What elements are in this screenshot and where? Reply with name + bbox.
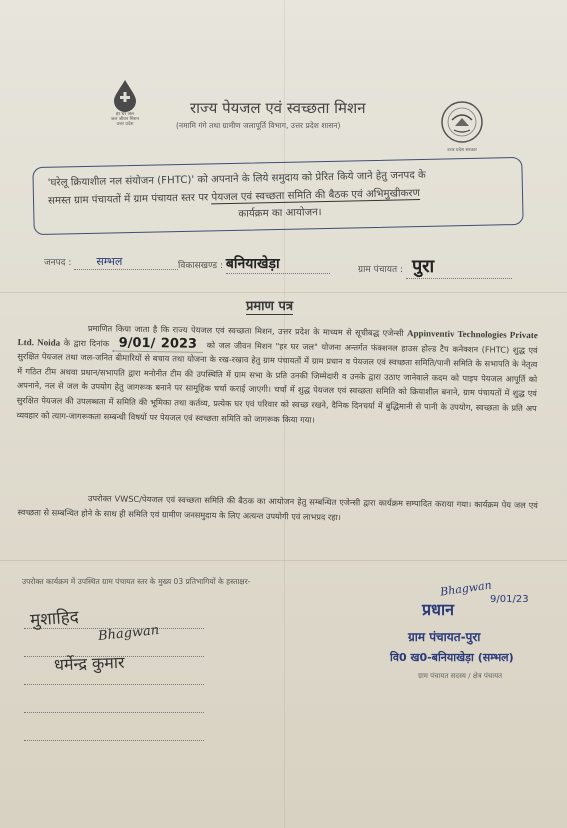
subject-line-3: कार्यक्रम का आयोजन। bbox=[238, 207, 322, 220]
attendees-label: उपरोक्त कार्यक्रम में उपस्थित ग्राम पंचायत स्तर के मुख्य 03 प्रतिभागियों के हस्ताक्षर- bbox=[22, 577, 251, 586]
gram-panchayat-field bbox=[358, 254, 512, 279]
gram-panchayat-value: पुरा bbox=[406, 254, 512, 279]
body-paragraph-1 bbox=[16, 320, 538, 430]
body-p1-a: प्रमाणित किया जाता है कि राज्य पेयजल एवं स्वच्छता मिशन, उत्तर प्रदेश के माध्यम से सूचीबद्ध एजेन्सी bbox=[87, 323, 408, 339]
pradhan-initials: Bhagwan bbox=[439, 578, 493, 599]
vikaskhand-value: बनियाखेड़ा bbox=[226, 254, 330, 274]
logo-caption: हर घर जल जल जीवन मिशन उत्तर प्रदेश bbox=[110, 112, 140, 127]
janpad-label: जनपद : bbox=[44, 258, 72, 268]
subject-text bbox=[48, 165, 511, 227]
member-caption: ग्राम पंचायत सदस्य / क्षेत्र पंचायत bbox=[418, 672, 503, 680]
subject-line-2b-underlined: पेयजल एवं स्वच्छता समिति की बैठक एवं अभिमुखीकरण bbox=[211, 187, 421, 203]
body-p1-c: को जल जीवन मिशन "हर घर जल" योजना अन्तर्गत फंक्शनल हाउस होल्ड टैप कनेक्शन (FHTC) शुद्ध एवं सुरक्षित पेयजल तथा जल-जनित बीमारियों से बचाव तथा योजना के रख-रखाव हेतु ग्राम पंचायतों में ग्राम प्रधान व पेयजल एवं स्वच्छता समिति/पानी समिति के सभापति के नेतृत्व में गठित टीम अथवा प्रधान/सभापति द्वारा मनोनीत टीम की उपस्थिति में ग्राम सभा के प्रति उनकी जिम्मेदारी व उनके द्वारा उठाए जानेवाले कदम को पाइप पेयजल आपूर्ति को अपनाने, नल से जल के उपयोग हेतु जागरूक बनाने पर सामूहिक चर्चा कराई जाएगी। चर्चा में शुद्ध पेयजल एवं स्वच्छता समिति को क्रियाशील बनाने, ग्राम पंचायतों में शुद्ध एवं सुरक्षित पेयजल की उपलब्धता में समिति की भूमिका तथा कर्तव्य, प्रत्येक घर एवं परिवार को स्वच्छ रखने, दैनिक दिनचर्या में बुद्धिमानी से पानी के उपयोग, स्वच्छता के प्रति अप व्यवहार को त्याग-जागरूकता सम्बन्धी विषयों पर पेयजल एवं स्वच्छता समिति को जागरूक किया गया। bbox=[16, 339, 538, 425]
emblem-caption: उत्तर प्रदेश सरकार bbox=[447, 148, 477, 153]
pradhan-signature-stamp bbox=[380, 580, 550, 710]
attendee-signatures bbox=[18, 600, 218, 750]
attendee-signature-1: मुशाहिद bbox=[29, 607, 80, 631]
subject-line-2a: समस्त ग्राम पंचायतों में ग्राम पंचायत स्तर पर bbox=[47, 191, 212, 207]
emblem-icon bbox=[440, 100, 484, 144]
certificate-body bbox=[16, 320, 538, 430]
org-subtitle: (नमामि गंगे तथा ग्रामीण जलापूर्ति विभाग, उत्तर प्रदेश शासन) bbox=[176, 121, 341, 130]
janpad-value: सम्भल bbox=[74, 254, 178, 270]
certificate-body-2 bbox=[18, 490, 538, 527]
janpad-field bbox=[44, 254, 178, 270]
up-government-emblem bbox=[440, 100, 484, 153]
signature-line bbox=[24, 712, 204, 713]
agency-name: Appinventiv Technologies Private Ltd. Noida bbox=[17, 328, 538, 348]
signature-date: 9/01/23 bbox=[490, 594, 529, 605]
signature-line bbox=[24, 740, 204, 741]
stamp-vikas-khand: वि0 ख0-बनियाखेड़ा (सम्भल) bbox=[390, 651, 514, 664]
attendee-signature-3: धर्मेन्द्र कुमार bbox=[53, 652, 125, 675]
program-date: 9/01/ 2023 bbox=[113, 335, 204, 352]
vikaskhand-label: विकासखण्ड : bbox=[178, 261, 224, 271]
stamp-gram-panchayat: ग्राम पंचायत-पुरा bbox=[408, 630, 481, 644]
signature-line bbox=[24, 684, 204, 685]
water-drop-icon bbox=[108, 78, 142, 112]
certificate-title: प्रमाण पत्र bbox=[246, 296, 293, 315]
attendee-signature-2: Bhagwan bbox=[97, 622, 160, 645]
subject-line-1: 'घरेलू क्रियाशील नल संयोजन (FHTC)' को अपनाने के लिये समुदाय को प्रेरित किये जाने हेतु जनपद के bbox=[47, 169, 426, 189]
org-title: राज्य पेयजल एवं स्वच्छता मिशन bbox=[190, 99, 366, 117]
jal-jeevan-mission-logo bbox=[102, 78, 148, 127]
body-p1-b: के द्वारा दिनांक bbox=[60, 337, 110, 349]
body-paragraph-2: उपरोक्त VWSC/पेयजल एवं स्वच्छता समिति की बैठक का आयोजन हेतु सम्बन्धित एजेन्सी द्वारा कार्यक्रम सम्पादित कराया गया। कार्यक्रम पेय जल एवं स्वच्छता से सम्बन्धित होने के साथ ही समिति एवं ग्रामीण जनसमुदाय के लिए अत्यन्त उपयोगी एवं लाभप्रद रहा। bbox=[17, 493, 538, 522]
pradhan-title: प्रधान bbox=[422, 600, 454, 619]
gram-panchayat-label: ग्राम पंचायत : bbox=[358, 265, 404, 275]
vikaskhand-field bbox=[178, 254, 330, 274]
subject-box bbox=[32, 157, 523, 235]
